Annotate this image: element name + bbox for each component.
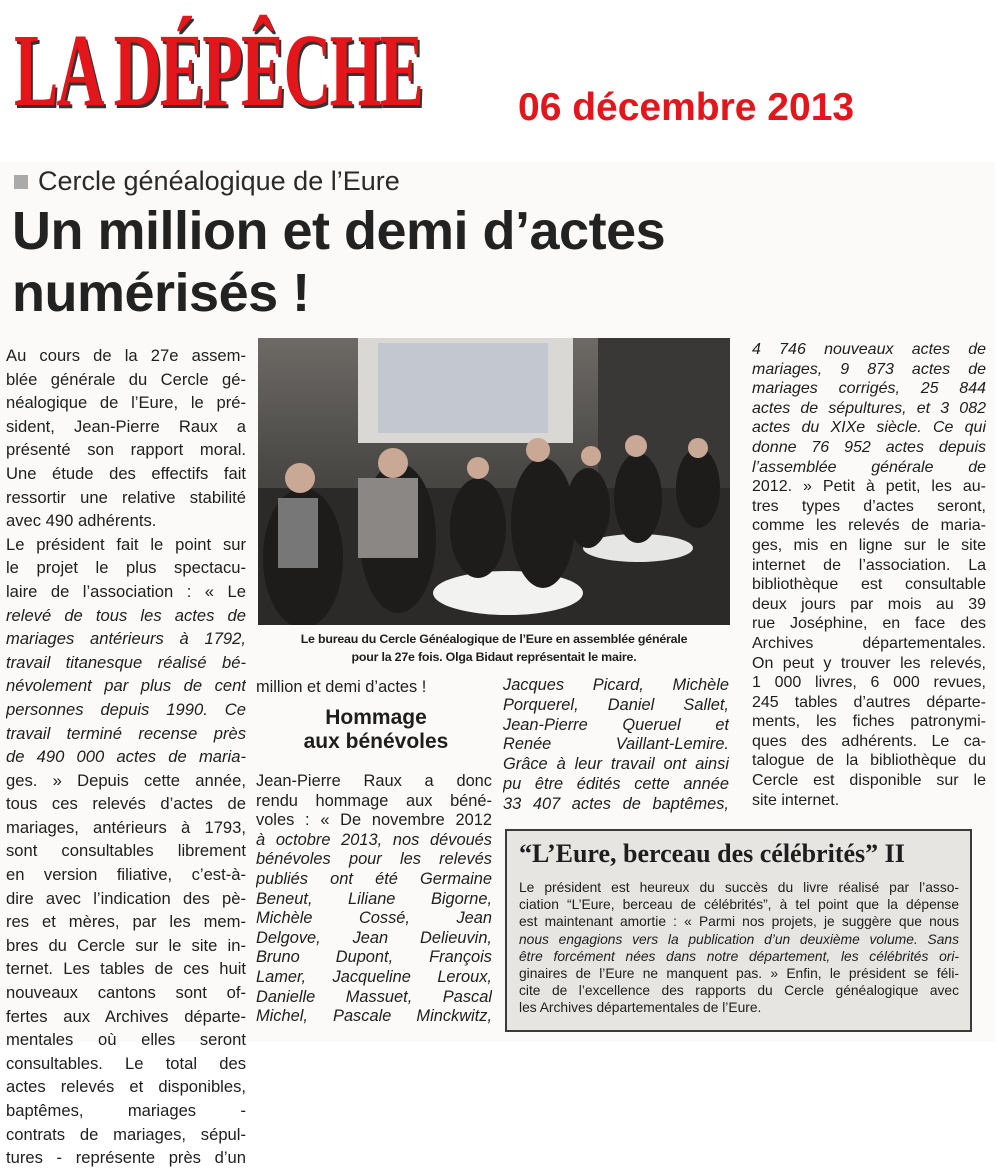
text-line: travail terminé recense près	[6, 723, 246, 743]
text-line: Cercle est disponible sur le	[752, 772, 986, 790]
photo-caption	[258, 630, 730, 666]
text-line: est maintenant amortie : « Parmi nos projets, je suggère que nous	[519, 914, 959, 930]
text-line: ges. » Depuis cette année,	[6, 770, 246, 790]
text-line: ques des adhérents. Le ca-	[752, 732, 986, 750]
assembly-photo	[258, 338, 730, 625]
text-line: nous engagions vers la publication d’un deuxième volume. Sans	[519, 931, 959, 947]
text-line: ressortir une relative stabilité	[6, 487, 246, 507]
text-line: talogue de la bibliothèque du	[752, 752, 986, 770]
text-line: consultables. Le total des	[6, 1053, 246, 1073]
text-line: comme les relevés de maria-	[752, 517, 986, 535]
text-line: présenté son rapport moral.	[6, 440, 246, 460]
text-line: contrats de mariages, sépul-	[6, 1124, 246, 1144]
text-line: actes du XIXe siècle. Ce qui	[752, 419, 986, 437]
text-line: de 490 000 actes de maria-	[6, 747, 246, 767]
text-line: actes relevés et disponibles,	[6, 1077, 246, 1097]
text-line: avec 490 adhérents.	[6, 511, 157, 531]
text-line: On peut y trouver les relevés,	[752, 654, 986, 672]
sidebar-body	[519, 879, 959, 1017]
text-line: ciation “L’Eure, berceau de célébrités”, à tel point que la dépense	[519, 897, 959, 913]
text-line: tres types d’actes seront,	[752, 497, 986, 515]
text-line: voles : « De novembre 2012	[256, 811, 492, 830]
text-line: bénévoles pour les relevés	[256, 850, 492, 869]
text-line: mariages corrigés, 25 844	[752, 380, 986, 398]
subheading-line: aux bénévoles	[303, 730, 449, 753]
text-line: cite de l’excellence des rapports du Cercle généalogique avec	[519, 983, 959, 999]
subheading	[256, 706, 496, 754]
text-line: 4 746 nouveaux actes de	[752, 341, 986, 358]
subheading-line: Hommage	[325, 706, 427, 729]
text-line: sont consultables librement	[6, 841, 246, 861]
text-line: Jean-Pierre Raux a donc	[256, 772, 492, 790]
text-line: bibliothèque est consultable	[752, 576, 986, 594]
text-line: actes de sépultures, et 3 082	[752, 399, 986, 417]
text-line: bres du Cercle sur le site in-	[6, 935, 246, 955]
text-line: 245 tables d’autres départe-	[752, 693, 986, 711]
text-line: l’assemblée générale de	[752, 458, 986, 476]
text-line: mariages, antérieurs à 1793,	[6, 817, 246, 837]
text-line: Michel, Pascale Minckwitz,	[256, 1007, 492, 1026]
text-line: travail titanesque réalisé bé-	[6, 652, 246, 672]
text-line: Le président est heureux du succès du livre réalisé par l’asso-	[519, 880, 959, 895]
text-line: à octobre 2013, nos dévoués	[256, 830, 492, 849]
text-line: dire avec l’indication des pè-	[6, 888, 246, 908]
text-line: ments, les fiches patronymi-	[752, 713, 986, 731]
text-line: Lamer, Jacqueline Leroux,	[256, 967, 492, 986]
text-line: Bruno Dupont, François	[256, 948, 492, 967]
caption-line: pour la 27e fois. Olga Bidaut représentait le maire.	[351, 650, 637, 664]
text-line: sident, Jean-Pierre Raux a	[6, 416, 246, 436]
text-line: mariages antérieurs à 1792,	[6, 629, 246, 649]
sidebar-box	[505, 829, 972, 1032]
text-line: Porquerel, Daniel Sallet,	[503, 695, 729, 714]
text-line: Jean-Pierre Queruel et	[503, 715, 729, 734]
text-line: mariages, 9 873 actes de	[752, 360, 986, 378]
text-line: laire de l’association : « Le	[6, 581, 246, 601]
text-line: 33 407 actes de baptêmes,	[503, 794, 729, 813]
text-line: tures - représente près d’un	[6, 1148, 246, 1168]
text-line: tous ces relevés d’actes de	[6, 794, 246, 814]
bullet-square-icon	[14, 175, 28, 189]
text-line: mentales où elles seront	[6, 1030, 246, 1050]
text-line: donne 76 952 actes depuis	[752, 438, 986, 456]
text-line: publiés ont été Germaine	[256, 869, 492, 888]
photo-illustration	[258, 338, 730, 625]
text-line: Au cours de la 27e assem-	[6, 346, 246, 365]
text-line: site internet.	[752, 791, 840, 809]
text-line: baptêmes, mariages -	[6, 1101, 246, 1120]
text-line: le projet le plus spectacu-	[6, 558, 246, 578]
text-line: Michèle Cossé, Jean	[256, 909, 492, 928]
text-line: 1 000 livres, 6 000 revues,	[752, 674, 986, 692]
text-line: deux jours par mois au 39	[752, 595, 986, 613]
text-line: pu être édités cette année	[503, 774, 729, 793]
text-line: Renée Vaillant-Lemire.	[503, 735, 729, 754]
text-line: ginaires de l’Eure ne manquent pas. » Enfin, le président se féli-	[519, 966, 959, 982]
text-line: néalogique de l’Eure, le pré-	[6, 393, 246, 413]
text-line: relevé de tous les actes de	[6, 605, 246, 625]
text-line: Beneut, Liliane Bigorne,	[256, 889, 492, 908]
text-line: Danielle Massuet, Pascal	[256, 987, 492, 1006]
headline-line: Un million et demi d’actes	[12, 201, 666, 261]
text-line: Archives départementales.	[752, 634, 986, 652]
text-line: Delgove, Jean Delieuvin,	[256, 928, 492, 947]
text-line: fertes aux Archives départe-	[6, 1006, 246, 1026]
text-line: en version filiative, c’est-à-	[6, 865, 246, 885]
sidebar-title: “L’Eure, berceau des célébrités” II	[519, 839, 905, 868]
text-line: blée générale du Cercle gé-	[6, 369, 246, 389]
column-2	[256, 772, 492, 1027]
caption-line: Le bureau du Cercle Généalogique de l’Eure en assemblée générale	[300, 632, 688, 646]
text-line: rue Joséphine, en face des	[752, 615, 986, 633]
text-line: rendu hommage aux béné-	[256, 791, 492, 810]
kicker-text: Cercle généalogique de l’Eure	[38, 166, 400, 196]
text-line: 2012. » Petit à petit, les au-	[752, 478, 986, 496]
publication-date: 06 décembre 2013	[518, 86, 855, 129]
text-line: nouveaux cantons sont of-	[6, 983, 246, 1003]
text-line: ternet. Les tables de ces huit	[6, 959, 246, 979]
text-line: Le président fait le point sur	[6, 534, 246, 554]
text-line: Une étude des effectifs fait	[6, 463, 246, 483]
column-3	[503, 676, 729, 815]
text-line: Grâce à leur travail ont ainsi	[503, 755, 729, 774]
text-line: ges, mis en ligne sur le site	[752, 536, 986, 554]
newspaper-logo: LA DÉPÊCHE	[14, 13, 422, 128]
article-headline	[12, 200, 665, 324]
text-line: res et mères, par les mem-	[6, 912, 246, 932]
text-line: personnes depuis 1990. Ce	[6, 699, 246, 719]
column-4	[752, 340, 986, 810]
text-line: internet de l’association. La	[752, 556, 986, 574]
text-line: les Archives départementales de l’Eure.	[519, 1000, 762, 1016]
headline-line: numérisés !	[12, 263, 310, 323]
text-line: Jacques Picard, Michèle	[503, 676, 729, 694]
text-line: être forcément nées dans notre département, les célébrités ori-	[519, 948, 959, 964]
text-line: névolement par plus de cent	[6, 676, 246, 696]
column-2-lead: million et demi d’actes !	[256, 678, 427, 696]
column-1	[6, 344, 246, 1170]
article-kicker	[14, 166, 400, 197]
